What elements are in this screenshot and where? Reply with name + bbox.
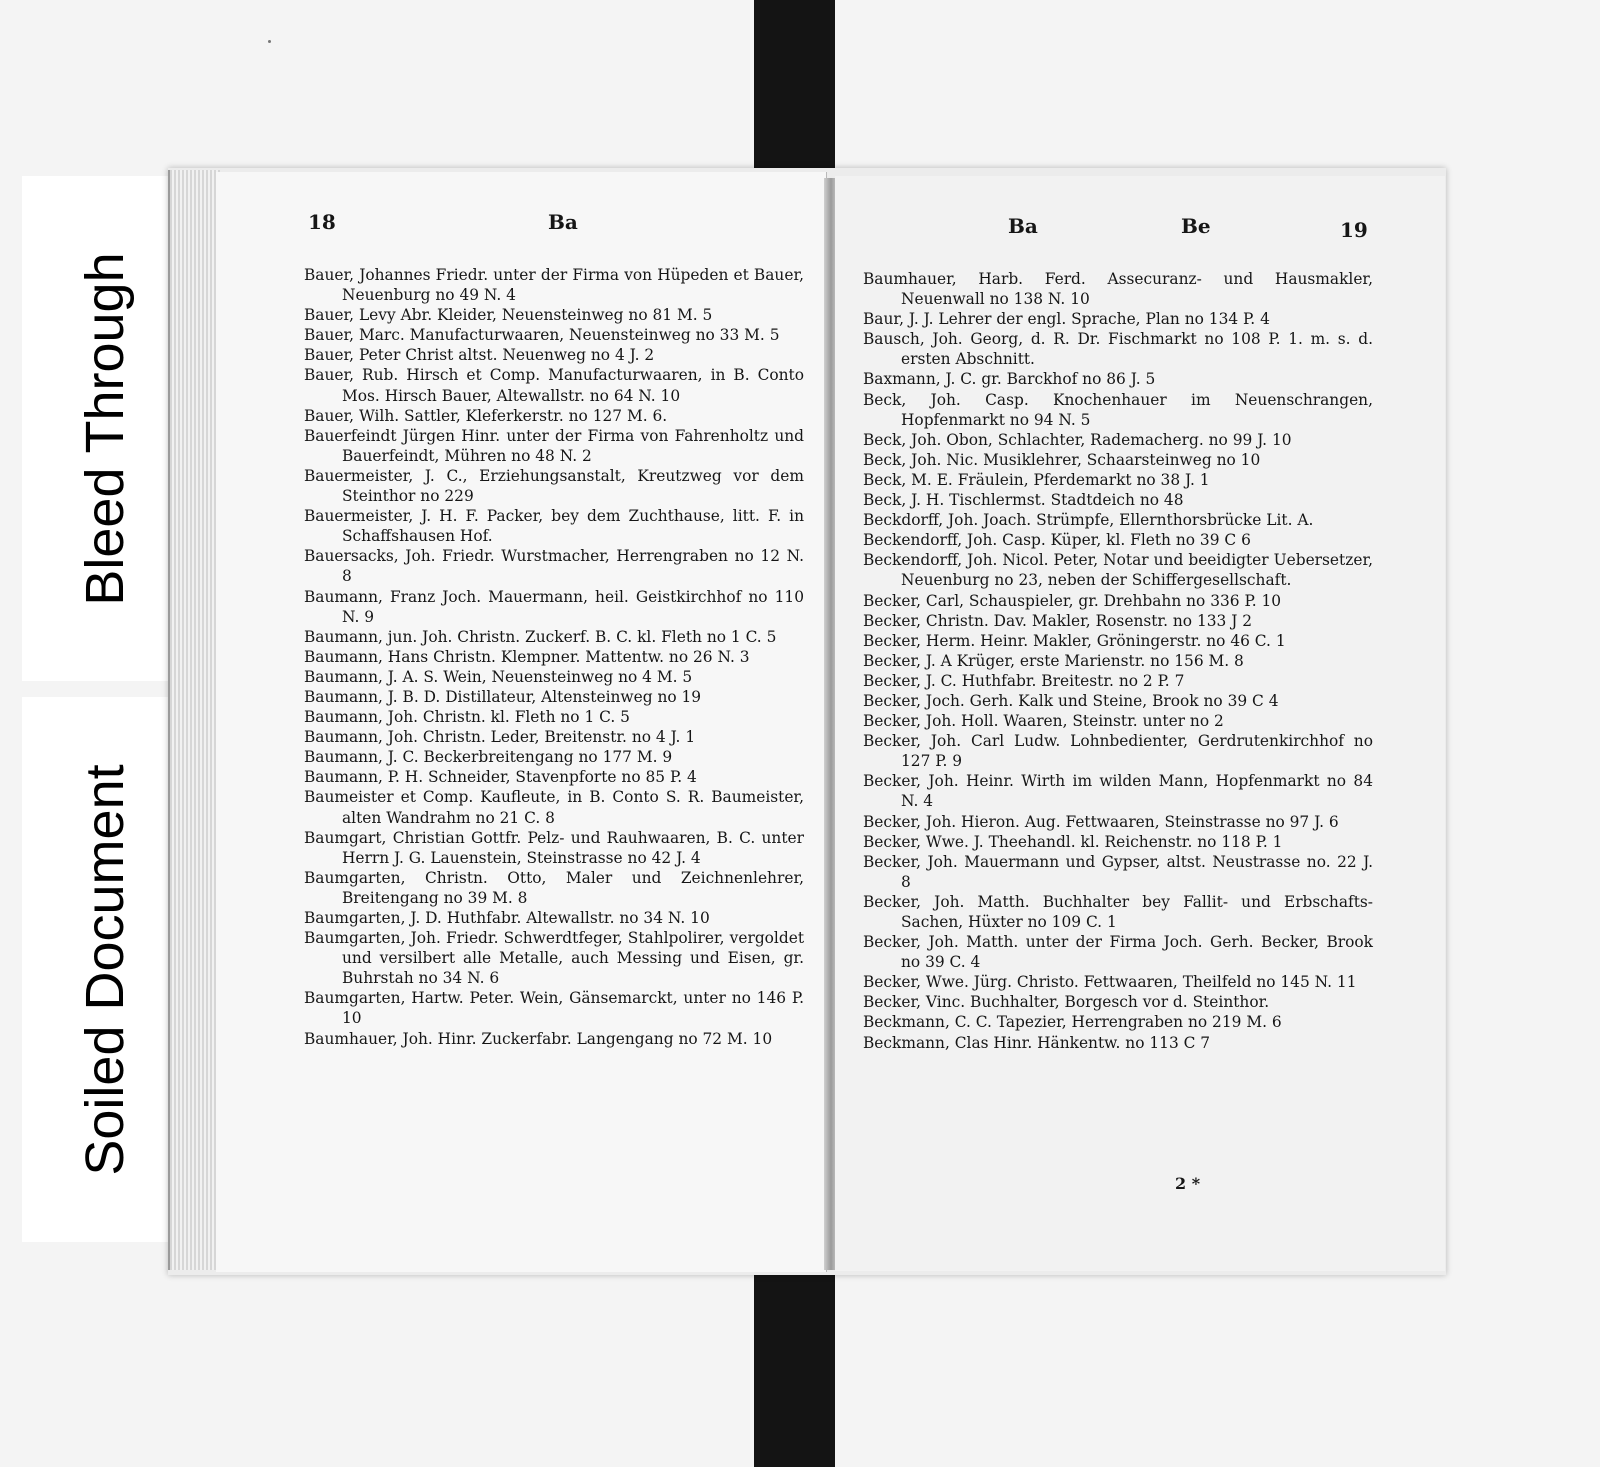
directory-entry: Baur, J. J. Lehrer der engl. Sprache, Plan no 134 P. 4 bbox=[863, 310, 1270, 329]
directory-entry: Bauer, Marc. Manufacturwaaren, Neuensteinweg no 33 M. 5 bbox=[304, 326, 780, 345]
directory-entry: Baumann, P. H. Schneider, Stavenpforte no 85 P. 4 bbox=[304, 768, 697, 787]
directory-entry: Bauer, Johannes Friedr. unter der Firma von Hüpeden et Bauer, Neuenburg no 49 N. 4 bbox=[304, 266, 804, 305]
directory-entry: Bauermeister, J. H. F. Packer, bey dem Zuchthause, litt. F. in Schaffshausen Hof. bbox=[304, 507, 804, 546]
page-edges bbox=[168, 170, 220, 1270]
directory-entry: Becker, Joh. Heinr. Wirth im wilden Mann, Hopfenmarkt no 84 N. 4 bbox=[863, 772, 1373, 811]
directory-entry: Beck, Joh. Nic. Musiklehrer, Schaarsteinweg no 10 bbox=[863, 450, 1261, 469]
soiled-document-label bbox=[22, 697, 187, 1242]
right-page-heading-right: Be bbox=[1181, 214, 1211, 238]
binding-strip-bottom bbox=[754, 1255, 835, 1467]
dust-speck bbox=[268, 40, 271, 43]
directory-entry: Bauer, Rub. Hirsch et Comp. Manufacturwaaren, in B. Conto Mos. Hirsch Bauer, Altewallstr. no 64 N. 10 bbox=[304, 366, 804, 405]
directory-entry: Baumgarten, Hartw. Peter. Wein, Gänsemarckt, unter no 146 P. 10 bbox=[304, 989, 804, 1028]
directory-entry: Beck, Joh. Obon, Schlachter, Rademacherg. no 99 J. 10 bbox=[863, 430, 1292, 449]
directory-entry: Becker, Wwe. J. Theehandl. kl. Reichenstr. no 118 P. 1 bbox=[863, 832, 1283, 851]
directory-entry: Becker, J. C. Huthfabr. Breitestr. no 2 P. 7 bbox=[863, 671, 1185, 690]
directory-entry: Baumgarten, Christn. Otto, Maler und Zeichnenlehrer, Breitengang no 39 M. 8 bbox=[304, 868, 804, 907]
directory-entry: Becker, Joh. Carl Ludw. Lohnbedienter, Gerdrutenkirchhof no 127 P. 9 bbox=[863, 732, 1373, 771]
directory-entry: Baumeister et Comp. Kaufleute, in B. Conto S. R. Baumeister, alten Wandrahm no 21 C. 8 bbox=[304, 788, 804, 827]
directory-entry: Becker, Joh. Matth. Buchhalter bey Fallit- und Erbschafts-Sachen, Hüxter no 109 C. 1 bbox=[863, 892, 1373, 931]
directory-entry: Beckendorff, Joh. Nicol. Peter, Notar und beeidigter Uebersetzer, Neuenburg no 23, neben der Schiffergesellschaft. bbox=[863, 551, 1373, 590]
right-page bbox=[835, 176, 1445, 1271]
right-page-number: 19 bbox=[1340, 218, 1368, 242]
directory-entry: Baumann, J. C. Beckerbreitengang no 177 M. 9 bbox=[304, 748, 673, 767]
directory-entry: Bauerfeindt Jürgen Hinr. unter der Firma von Fahrenholtz und Bauerfeindt, Mühren no 48 N. 2 bbox=[304, 426, 804, 465]
directory-entry: Becker, Joch. Gerh. Kalk und Steine, Brook no 39 C 4 bbox=[863, 691, 1279, 710]
bleed-through-label bbox=[22, 176, 187, 681]
left-page-heading: Ba bbox=[548, 210, 578, 234]
directory-entry: Becker, Christn. Dav. Makler, Rosenstr. no 133 J 2 bbox=[863, 611, 1253, 630]
directory-entry: Becker, Joh. Hieron. Aug. Fettwaaren, Steinstrasse no 97 J. 6 bbox=[863, 812, 1339, 831]
binding-strip-top bbox=[754, 0, 835, 180]
directory-entry: Becker, J. A Krüger, erste Marienstr. no 156 M. 8 bbox=[863, 651, 1244, 670]
left-page-number: 18 bbox=[308, 210, 336, 234]
directory-entry: Baumgarten, Joh. Friedr. Schwerdtfeger, Stahlpolirer, vergoldet und versilbert alle Metalle, auch Messing und Eisen, gr. Buhrstah no 34 N. 6 bbox=[304, 929, 804, 988]
directory-entry: Beck, M. E. Fräulein, Pferdemarkt no 38 J. 1 bbox=[863, 470, 1210, 489]
signature-mark: 2 * bbox=[1175, 1174, 1201, 1193]
directory-entry: Bauersacks, Joh. Friedr. Wurstmacher, Herrengraben no 12 N. 8 bbox=[304, 547, 804, 586]
directory-entry: Baumann, jun. Joh. Christn. Zuckerf. B. C. kl. Fleth no 1 C. 5 bbox=[304, 627, 777, 646]
directory-entry: Beckendorff, Joh. Casp. Küper, kl. Fleth no 39 C 6 bbox=[863, 531, 1251, 550]
directory-entry: Beck, Joh. Casp. Knochenhauer im Neuenschrangen, Hopfenmarkt no 94 N. 5 bbox=[863, 390, 1373, 429]
directory-entry: Baumann, Joh. Christn. Leder, Breitenstr. no 4 J. 1 bbox=[304, 728, 696, 747]
directory-entry: Bauermeister, J. C., Erziehungsanstalt, Kreutzweg vor dem Steinthor no 229 bbox=[304, 466, 804, 506]
directory-entry: Beckmann, C. C. Tapezier, Herrengraben no 219 M. 6 bbox=[863, 1013, 1282, 1032]
directory-entry: Becker, Joh. Holl. Waaren, Steinstr. unter no 2 bbox=[863, 712, 1224, 731]
directory-entry: Bauer, Peter Christ altst. Neuenweg no 4 J. 2 bbox=[304, 346, 655, 365]
directory-entry: Beckdorff, Joh. Joach. Strümpfe, Ellernthorsbrücke Lit. A. bbox=[863, 511, 1314, 530]
directory-entry: Beck, J. H. Tischlermst. Stadtdeich no 48 bbox=[863, 491, 1184, 510]
right-page-header bbox=[835, 214, 1445, 254]
directory-entry: Baumgart, Christian Gottfr. Pelz- und Rauhwaaren, B. C. unter Herrn J. G. Lauenstein, Steinstrasse no 42 J. 4 bbox=[304, 828, 804, 867]
bleed-through-text: Bleed Through bbox=[74, 251, 135, 606]
left-entries-list bbox=[304, 265, 804, 1049]
directory-entry: Beckmann, Clas Hinr. Hänkentw. no 113 C 7 bbox=[863, 1033, 1211, 1052]
directory-entry: Becker, Vinc. Buchhalter, Borgesch vor d. Steinthor. bbox=[863, 993, 1270, 1012]
directory-entry: Becker, Wwe. Jürg. Christo. Fettwaaren, Theilfeld no 145 N. 11 bbox=[863, 973, 1357, 992]
directory-entry: Baumhauer, Harb. Ferd. Assecuranz- und Hausmakler, Neuenwall no 138 N. 10 bbox=[863, 270, 1373, 309]
left-page bbox=[216, 172, 827, 1272]
directory-entry: Baumann, Joh. Christn. kl. Fleth no 1 C. 5 bbox=[304, 708, 630, 727]
directory-entry: Baumgarten, J. D. Huthfabr. Altewallstr. no 34 N. 10 bbox=[304, 909, 710, 927]
directory-entry: Baumann, J. A. S. Wein, Neuensteinweg no 4 M. 5 bbox=[304, 667, 693, 686]
soiled-document-text: Soiled Document bbox=[74, 763, 135, 1176]
directory-entry: Baumhauer, Joh. Hinr. Zuckerfabr. Langengang no 72 M. 10 bbox=[304, 1029, 773, 1048]
directory-entry: Becker, Joh. Matth. unter der Firma Joch. Gerh. Becker, Brook no 39 C. 4 bbox=[863, 933, 1373, 972]
directory-entry: Bauer, Wilh. Sattler, Kleferkerstr. no 127 M. 6. bbox=[304, 406, 668, 425]
directory-entry: Baxmann, J. C. gr. Barckhof no 86 J. 5 bbox=[863, 370, 1156, 389]
right-entries-list bbox=[863, 269, 1373, 1053]
directory-entry: Baumann, Hans Christn. Klempner. Mattentw. no 26 N. 3 bbox=[304, 647, 750, 666]
directory-entry: Bausch, Joh. Georg, d. R. Dr. Fischmarkt no 108 P. 1. m. s. d. ersten Abschnitt. bbox=[863, 330, 1373, 369]
right-page-heading-left: Ba bbox=[1008, 214, 1038, 238]
directory-entry: Becker, Herm. Heinr. Makler, Gröningerstr. no 46 C. 1 bbox=[863, 631, 1286, 650]
left-page-header bbox=[216, 210, 826, 250]
directory-entry: Bauer, Levy Abr. Kleider, Neuensteinweg no 81 M. 5 bbox=[304, 306, 713, 325]
directory-entry: Becker, Joh. Mauermann und Gypser, altst. Neustrasse no. 22 J. 8 bbox=[863, 852, 1373, 891]
directory-entry: Baumann, Franz Joch. Mauermann, heil. Geistkirchhof no 110 N. 9 bbox=[304, 587, 804, 626]
directory-entry: Baumann, J. B. D. Distillateur, Altensteinweg no 19 bbox=[304, 687, 702, 706]
directory-entry: Becker, Carl, Schauspieler, gr. Drehbahn no 336 P. 10 bbox=[863, 591, 1282, 610]
